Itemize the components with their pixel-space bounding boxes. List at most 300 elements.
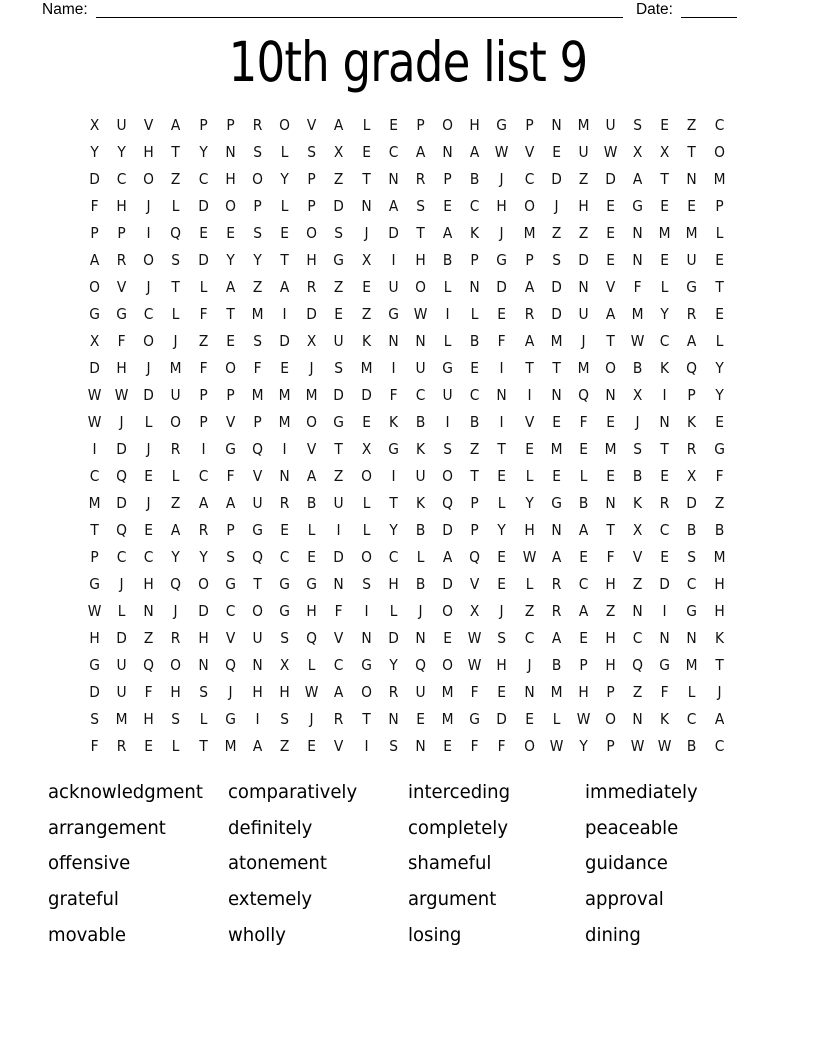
- grid-letter: Z: [198, 331, 208, 350]
- grid-letter: F: [90, 736, 99, 755]
- grid-letter: S: [171, 250, 181, 269]
- grid-letter: E: [660, 466, 670, 485]
- grid-letter: Q: [143, 655, 155, 674]
- grid-letter: P: [470, 250, 479, 269]
- grid-letter: F: [715, 466, 724, 485]
- grid-letter: O: [279, 115, 291, 134]
- grid-letter: D: [686, 493, 698, 512]
- grid-letter: U: [333, 331, 345, 350]
- grid-letter: C: [415, 385, 426, 404]
- word-item: completely: [408, 816, 509, 839]
- grid-letter: G: [252, 520, 263, 539]
- grid-letter: L: [443, 277, 452, 296]
- grid-letter: U: [442, 385, 453, 404]
- grid-letter: G: [225, 439, 236, 458]
- grid-letter: E: [443, 196, 452, 215]
- grid-letter: V: [524, 412, 534, 431]
- grid-letter: J: [418, 601, 423, 620]
- grid-letter: F: [470, 736, 479, 755]
- word-item: immediately: [585, 781, 698, 803]
- grid-letter: U: [116, 655, 127, 674]
- grid-letter: E: [606, 466, 615, 485]
- grid-letter: S: [687, 547, 697, 566]
- grid-letter: C: [279, 547, 290, 566]
- grid-letter: J: [309, 358, 314, 377]
- grid-letter: L: [280, 196, 289, 215]
- grid-letter: K: [388, 412, 398, 431]
- grid-letter: X: [334, 142, 344, 161]
- word-item: shameful: [408, 852, 492, 875]
- grid-letter: M: [686, 655, 698, 674]
- grid-letter: C: [116, 547, 127, 566]
- grid-letter: E: [606, 196, 615, 215]
- grid-letter: C: [714, 115, 724, 134]
- grid-letter: O: [224, 358, 236, 377]
- grid-letter: V: [524, 142, 534, 161]
- grid-letter: M: [686, 223, 698, 242]
- grid-letter: P: [606, 736, 615, 755]
- grid-letter: N: [605, 385, 616, 404]
- grid-letter: Z: [144, 628, 154, 647]
- grid-letter: F: [606, 547, 615, 566]
- grid-letter: C: [714, 736, 724, 755]
- grid-letter: B: [470, 331, 480, 350]
- grid-letter: R: [252, 115, 263, 134]
- grid-letter: E: [280, 358, 290, 377]
- grid-letter: T: [606, 331, 615, 350]
- grid-letter: E: [551, 466, 561, 485]
- grid-letter: L: [307, 520, 316, 539]
- grid-letter: X: [470, 601, 480, 620]
- word-item: guidance: [585, 852, 668, 875]
- grid-letter: L: [416, 547, 425, 566]
- grid-letter: D: [116, 628, 128, 647]
- grid-letter: U: [605, 115, 616, 134]
- grid-letter: N: [388, 709, 399, 728]
- grid-letter: N: [360, 628, 372, 647]
- grid-letter: E: [579, 439, 588, 458]
- grid-letter: S: [253, 331, 262, 350]
- word-item: atonement: [228, 852, 327, 875]
- grid-letter: T: [714, 277, 724, 296]
- grid-letter: A: [334, 682, 344, 701]
- grid-letter: Y: [389, 520, 398, 539]
- grid-letter: B: [551, 655, 561, 674]
- grid-letter: W: [549, 736, 564, 755]
- grid-letter: U: [252, 628, 263, 647]
- grid-letter: E: [225, 331, 235, 350]
- grid-letter: S: [633, 439, 643, 458]
- grid-letter: E: [307, 736, 317, 755]
- grid-letter: D: [659, 574, 671, 593]
- grid-letter: A: [605, 304, 616, 323]
- word-item: comparatively: [228, 781, 358, 803]
- grid-letter: E: [280, 223, 290, 242]
- grid-letter: O: [197, 574, 209, 593]
- grid-letter: B: [714, 520, 724, 539]
- grid-letter: I: [92, 439, 97, 458]
- grid-letter: O: [143, 331, 155, 350]
- grid-letter: W: [87, 412, 102, 431]
- grid-letter: Z: [279, 736, 290, 755]
- grid-letter: P: [90, 223, 99, 242]
- grid-letter: W: [522, 547, 536, 566]
- grid-letter: D: [333, 196, 345, 215]
- grid-letter: F: [90, 196, 99, 215]
- grid-letter: L: [525, 574, 533, 593]
- grid-letter: J: [119, 574, 124, 593]
- grid-letter: Q: [686, 358, 698, 377]
- grid-letter: Q: [415, 655, 426, 674]
- grid-letter: X: [89, 331, 100, 350]
- grid-letter: H: [143, 709, 155, 728]
- grid-letter: O: [523, 736, 535, 755]
- grid-letter: L: [525, 466, 533, 485]
- grid-letter: A: [171, 115, 181, 134]
- grid-letter: L: [172, 196, 180, 215]
- grid-letter: O: [442, 655, 454, 674]
- grid-letter: E: [714, 250, 724, 269]
- grid-letter: S: [388, 736, 398, 755]
- grid-letter: G: [442, 358, 453, 377]
- grid-letter: C: [388, 142, 399, 161]
- grid-letter: Q: [442, 493, 454, 512]
- grid-letter: T: [361, 169, 371, 188]
- grid-letter: I: [499, 358, 504, 377]
- grid-letter: P: [117, 223, 126, 242]
- grid-letter: A: [307, 466, 317, 485]
- grid-letter: P: [524, 115, 534, 134]
- grid-letter: L: [715, 223, 724, 242]
- grid-letter: J: [174, 331, 179, 350]
- grid-letter: W: [87, 385, 102, 404]
- grid-letter: V: [307, 115, 317, 134]
- grid-letter: D: [116, 493, 128, 512]
- grid-letter: R: [171, 439, 181, 458]
- grid-letter: P: [443, 169, 452, 188]
- grid-letter: Q: [632, 655, 644, 674]
- grid-letter: B: [687, 736, 697, 755]
- grid-letter: D: [116, 439, 128, 458]
- grid-letter: G: [550, 493, 562, 512]
- grid-letter: G: [279, 601, 291, 620]
- grid-letter: N: [496, 385, 508, 404]
- grid-letter: H: [116, 196, 127, 215]
- grid-letter: C: [198, 169, 209, 188]
- grid-letter: E: [307, 547, 317, 566]
- grid-letter: A: [551, 547, 561, 566]
- grid-letter: G: [387, 439, 399, 458]
- grid-letter: U: [170, 385, 182, 404]
- grid-letter: N: [225, 142, 236, 161]
- grid-letter: O: [360, 466, 372, 485]
- grid-letter: S: [253, 142, 262, 161]
- grid-letter: L: [172, 736, 180, 755]
- grid-letter: N: [686, 169, 698, 188]
- grid-letter: E: [144, 520, 154, 539]
- grid-letter: W: [413, 304, 428, 323]
- grid-letter: N: [333, 574, 345, 593]
- grid-letter: H: [388, 574, 399, 593]
- grid-letter: H: [306, 250, 318, 269]
- grid-letter: V: [605, 277, 616, 296]
- grid-letter: T: [552, 358, 561, 377]
- grid-letter: J: [581, 331, 586, 350]
- grid-letter: N: [632, 250, 643, 269]
- grid-letter: S: [633, 115, 643, 134]
- grid-letter: C: [225, 601, 236, 620]
- grid-letter: Y: [226, 250, 235, 269]
- grid-letter: K: [660, 709, 670, 728]
- grid-letter: J: [174, 601, 179, 620]
- grid-letter: T: [660, 169, 670, 188]
- grid-letter: D: [496, 277, 508, 296]
- grid-letter: M: [170, 358, 182, 377]
- grid-letter: Y: [280, 169, 289, 188]
- grid-letter: D: [89, 682, 100, 701]
- grid-letter: U: [686, 250, 698, 269]
- grid-letter: D: [360, 385, 372, 404]
- grid-letter: L: [715, 331, 724, 350]
- grid-letter: C: [524, 169, 534, 188]
- grid-letter: L: [579, 466, 588, 485]
- grid-letter: D: [387, 223, 399, 242]
- grid-letter: O: [143, 250, 155, 269]
- grid-letter: N: [388, 331, 399, 350]
- grid-letter: L: [117, 601, 126, 620]
- grid-letter: P: [226, 115, 235, 134]
- grid-letter: Z: [334, 169, 344, 188]
- grid-letter: D: [89, 358, 100, 377]
- grid-letter: A: [687, 331, 697, 350]
- grid-letter: R: [524, 304, 534, 323]
- grid-letter: J: [119, 412, 124, 431]
- grid-letter: A: [279, 277, 290, 296]
- grid-letter: E: [334, 304, 344, 323]
- grid-letter: E: [497, 304, 507, 323]
- grid-letter: G: [686, 601, 698, 620]
- grid-letter: E: [361, 412, 371, 431]
- grid-letter: D: [578, 250, 589, 269]
- grid-letter: O: [605, 709, 616, 728]
- grid-letter: D: [89, 169, 100, 188]
- grid-letter: X: [632, 142, 643, 161]
- grid-letter: U: [415, 466, 426, 485]
- grid-letter: U: [415, 682, 426, 701]
- grid-letter: E: [497, 574, 507, 593]
- grid-letter: T: [524, 358, 534, 377]
- grid-letter: N: [686, 628, 698, 647]
- grid-letter: Y: [253, 250, 262, 269]
- grid-letter: M: [441, 709, 454, 728]
- grid-letter: M: [550, 439, 563, 458]
- grid-letter: R: [551, 601, 562, 620]
- grid-letter: L: [688, 682, 696, 701]
- grid-letter: E: [660, 547, 670, 566]
- grid-letter: K: [415, 493, 425, 512]
- grid-letter: H: [496, 655, 508, 674]
- grid-letter: N: [659, 628, 671, 647]
- grid-letter: K: [687, 412, 697, 431]
- grid-letter: Q: [116, 466, 128, 485]
- grid-letter: I: [662, 601, 667, 620]
- grid-letter: Z: [578, 169, 589, 188]
- grid-letter: A: [198, 493, 208, 512]
- grid-letter: L: [552, 709, 561, 728]
- grid-letter: Y: [579, 736, 588, 755]
- grid-letter: I: [364, 736, 369, 755]
- grid-letter: L: [199, 709, 208, 728]
- grid-letter: C: [660, 520, 670, 539]
- grid-letter: G: [225, 574, 236, 593]
- grid-letter: L: [362, 493, 370, 512]
- grid-letter: J: [309, 709, 314, 728]
- grid-letter: G: [89, 655, 100, 674]
- grid-letter: Z: [632, 574, 643, 593]
- grid-letter: Z: [632, 682, 643, 701]
- grid-letter: O: [605, 358, 616, 377]
- grid-letter: O: [170, 655, 182, 674]
- grid-letter: G: [469, 709, 481, 728]
- grid-letter: N: [632, 601, 643, 620]
- grid-letter: E: [497, 682, 507, 701]
- grid-letter: N: [578, 277, 589, 296]
- word-item: grateful: [48, 888, 119, 911]
- grid-letter: Z: [687, 115, 697, 134]
- grid-letter: X: [632, 385, 643, 404]
- grid-letter: H: [225, 169, 236, 188]
- grid-letter: Q: [116, 520, 128, 539]
- grid-letter: O: [89, 277, 101, 296]
- grid-letter: D: [442, 520, 453, 539]
- grid-letter: S: [280, 709, 290, 728]
- grid-letter: S: [198, 682, 208, 701]
- grid-letter: W: [467, 628, 482, 647]
- grid-letter: F: [117, 331, 126, 350]
- grid-letter: M: [550, 331, 563, 350]
- grid-letter: F: [633, 277, 642, 296]
- grid-letter: X: [89, 115, 100, 134]
- grid-letter: V: [632, 547, 643, 566]
- grid-letter: C: [388, 547, 399, 566]
- grid-letter: B: [632, 466, 643, 485]
- grid-letter: K: [660, 358, 670, 377]
- grid-letter: A: [225, 277, 236, 296]
- grid-letter: G: [387, 304, 399, 323]
- grid-letter: P: [226, 385, 235, 404]
- grid-letter: N: [143, 601, 155, 620]
- name-label: Name:: [42, 1, 88, 18]
- grid-letter: N: [198, 655, 209, 674]
- grid-letter: L: [362, 115, 370, 134]
- grid-letter: O: [252, 601, 263, 620]
- grid-letter: I: [282, 304, 287, 323]
- grid-letter: G: [496, 250, 508, 269]
- grid-letter: J: [554, 196, 559, 215]
- grid-letter: A: [524, 277, 534, 296]
- grid-letter: O: [713, 142, 725, 161]
- grid-letter: S: [334, 358, 344, 377]
- grid-letter: U: [415, 358, 426, 377]
- grid-letter: P: [470, 493, 479, 512]
- grid-letter: N: [605, 493, 616, 512]
- grid-letter: G: [89, 304, 100, 323]
- grid-letter: A: [388, 196, 399, 215]
- grid-letter: D: [197, 601, 209, 620]
- grid-letter: L: [498, 493, 506, 512]
- word-item: argument: [408, 888, 497, 911]
- grid-letter: T: [198, 736, 208, 755]
- grid-letter: W: [576, 709, 591, 728]
- puzzle-title: 10th grade list 9: [228, 30, 588, 94]
- grid-letter: E: [361, 142, 371, 161]
- grid-letter: I: [391, 250, 396, 269]
- grid-letter: H: [605, 574, 616, 593]
- grid-letter: T: [389, 493, 398, 512]
- grid-letter: H: [605, 655, 616, 674]
- grid-letter: C: [524, 628, 534, 647]
- grid-letter: O: [442, 601, 454, 620]
- grid-letter: G: [279, 574, 291, 593]
- grid-letter: T: [253, 574, 262, 593]
- grid-letter: A: [551, 628, 561, 647]
- grid-letter: L: [470, 304, 479, 323]
- word-list: [48, 775, 745, 954]
- grid-letter: Y: [714, 385, 724, 404]
- grid-letter: Z: [605, 601, 616, 620]
- grid-letter: Y: [660, 304, 670, 323]
- grid-letter: N: [279, 466, 290, 485]
- grid-letter: Y: [497, 520, 507, 539]
- grid-letter: U: [578, 304, 589, 323]
- date-label: Date:: [635, 1, 673, 18]
- grid-letter: V: [252, 466, 263, 485]
- grid-letter: E: [524, 439, 534, 458]
- grid-letter: M: [88, 493, 101, 512]
- grid-letter: O: [306, 412, 318, 431]
- grid-letter: E: [551, 142, 561, 161]
- grid-letter: S: [171, 709, 181, 728]
- grid-letter: M: [713, 169, 726, 188]
- grid-letter: T: [280, 250, 289, 269]
- grid-letter: M: [604, 439, 617, 458]
- grid-letter: F: [226, 466, 235, 485]
- grid-letter: P: [199, 115, 208, 134]
- grid-letter: A: [252, 736, 263, 755]
- grid-letter: I: [391, 358, 396, 377]
- word-item: dining: [585, 923, 641, 946]
- grid-letter: L: [661, 277, 669, 296]
- grid-letter: A: [632, 169, 643, 188]
- grid-letter: Z: [171, 169, 181, 188]
- grid-letter: R: [171, 628, 181, 647]
- grid-letter: M: [550, 682, 563, 701]
- grid-letter: A: [714, 709, 724, 728]
- grid-letter: I: [146, 223, 151, 242]
- grid-letter: M: [713, 547, 726, 566]
- grid-letter: E: [144, 466, 154, 485]
- grid-letter: G: [89, 574, 100, 593]
- grid-letter: M: [278, 385, 291, 404]
- grid-letter: Z: [361, 304, 371, 323]
- grid-letter: H: [170, 682, 182, 701]
- grid-letter: X: [279, 655, 290, 674]
- grid-letter: S: [334, 223, 344, 242]
- grid-letter: T: [470, 466, 479, 485]
- grid-letter: Q: [577, 385, 589, 404]
- grid-letter: W: [630, 736, 645, 755]
- grid-letter: L: [145, 412, 153, 431]
